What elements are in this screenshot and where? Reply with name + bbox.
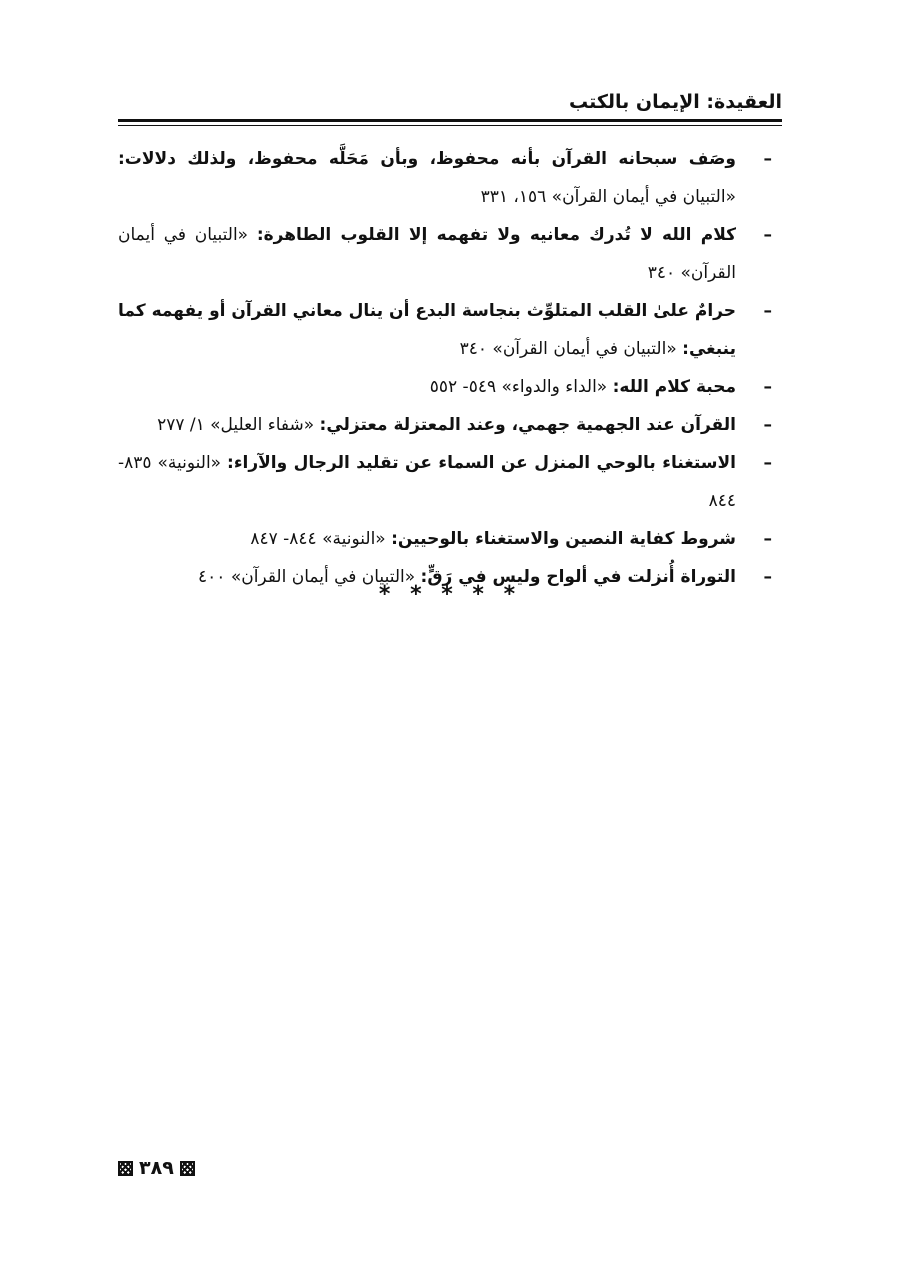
header-rule-thick xyxy=(118,119,782,122)
entry-topic: وصَف سبحانه القرآن بأنه محفوظ، وبأن مَحَلَّه محفوظ، ولذلك دلالات: xyxy=(118,149,736,169)
running-title: العقيدة: الإيمان بالكتب xyxy=(568,91,782,113)
entry-dash: – xyxy=(763,453,772,473)
entry-dash: – xyxy=(763,377,772,397)
entry-dash: – xyxy=(763,225,772,245)
index-entry xyxy=(118,216,782,292)
index-entry xyxy=(118,292,782,368)
index-entry xyxy=(118,406,782,444)
page-number: ٣٨٩ xyxy=(139,1157,174,1179)
entry-topic: محبة كلام الله: xyxy=(612,377,736,397)
index-entry xyxy=(118,520,782,558)
entry-topic: حرامٌ علىٰ القلب المتلوِّث بنجاسة البدع أن ينال معاني القرآن أو يفهمه كما ينبغي: xyxy=(118,301,736,359)
index-entry xyxy=(118,368,782,406)
index-entry-list xyxy=(118,140,782,596)
entry-reference: «التبيان في أيمان القرآن» ٣٤٠ xyxy=(118,225,736,283)
entry-topic: شروط كفاية النصين والاستغناء بالوحيين: xyxy=(391,529,736,549)
entry-topic: الاستغناء بالوحي المنزل عن السماء عن تقليد الرجال والآراء: xyxy=(227,453,737,473)
index-entry xyxy=(118,444,782,520)
entry-dash: – xyxy=(763,567,772,587)
entry-reference: «النونية» ٨٣٥- ٨٤٤ xyxy=(118,453,736,511)
header-rule-thin xyxy=(118,125,782,126)
square-ornament-icon xyxy=(180,1161,195,1176)
entry-reference: «شفاء العليل» ١/ ٢٧٧ xyxy=(157,415,315,435)
entry-reference: «الداء والدواء» ٥٤٩- ٥٥٢ xyxy=(429,377,608,397)
entry-dash: – xyxy=(763,415,772,435)
page-number-block xyxy=(118,1155,195,1181)
entry-dash: – xyxy=(763,301,772,321)
index-entry xyxy=(118,140,782,216)
square-ornament-icon xyxy=(118,1161,133,1176)
entry-reference: «التبيان في أيمان القرآن» ١٥٦، ٣٣١ xyxy=(480,187,736,207)
entry-dash: – xyxy=(763,529,772,549)
entry-reference: «النونية» ٨٤٤- ٨٤٧ xyxy=(250,529,386,549)
entry-dash: – xyxy=(763,149,772,169)
section-separator: * * * * * xyxy=(378,582,522,607)
entry-reference: «التبيان في أيمان القرآن» ٣٤٠ xyxy=(459,339,677,359)
entry-topic: التوراة أُنزلت في ألواح وليس في رَقٍّ: xyxy=(420,567,736,587)
entry-topic: القرآن عند الجهمية جهمي، وعند المعتزلة معتزلي: xyxy=(319,415,736,435)
entry-reference: «التبيان في أيمان القرآن» ٤٠٠ xyxy=(198,567,416,587)
entry-topic: كلام الله لا تُدرك معانيه ولا تفهمه إلا القلوب الطاهرة: xyxy=(256,225,736,245)
